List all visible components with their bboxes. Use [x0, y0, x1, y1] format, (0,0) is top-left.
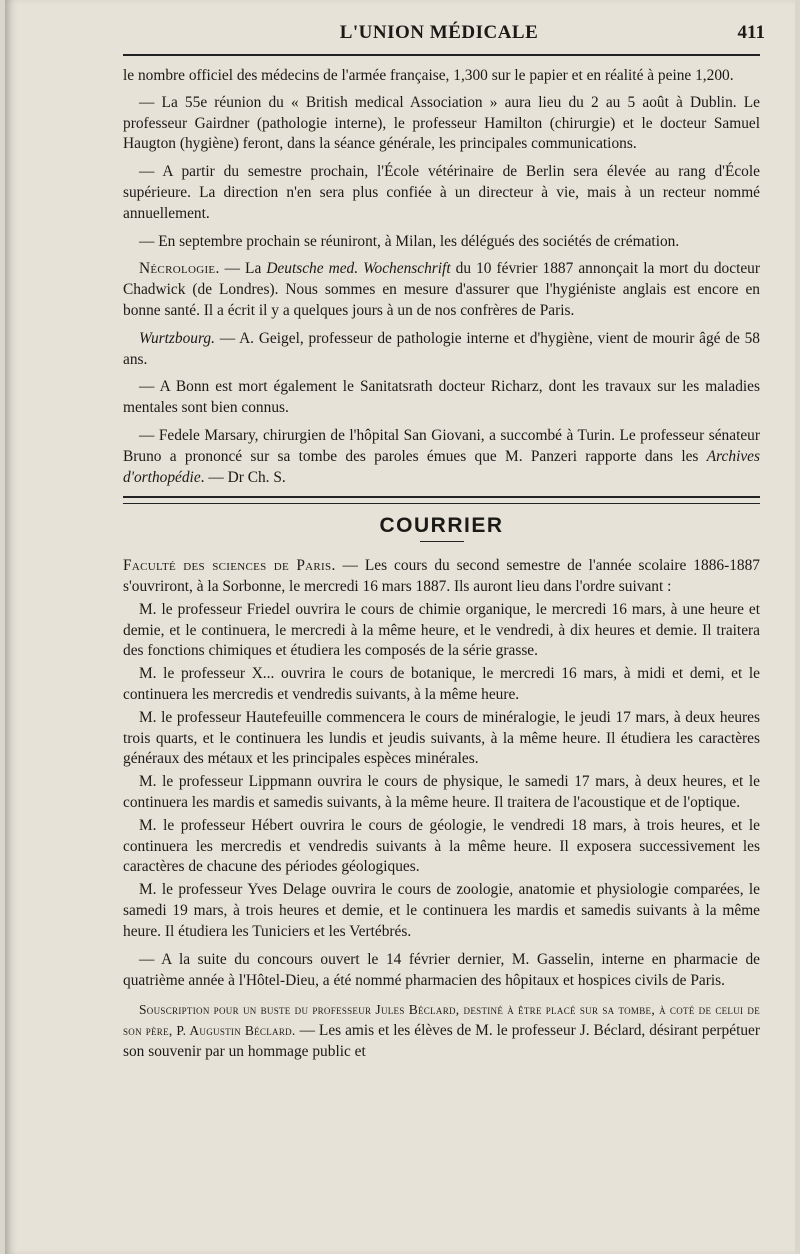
heading-underline	[420, 541, 464, 542]
marsary-journal: Archives d'orthopédie	[123, 447, 760, 486]
header-rule	[123, 54, 760, 56]
course-botanique: M. le professeur X... ouvrira le cours de botanique, le mercredi 16 mars, à midi et demi, et le continuera les mercredis et vendredis suivants, à la même heure.	[123, 665, 760, 703]
course-physique: M. le professeur Lippmann ouvrira le cours de physique, le samedi 17 mars, à deux heures, et le continuera les mardis et samedis suivants, à la même heure. Il traitera de l'acoustique et de l'optique.	[123, 773, 760, 811]
paragraph-faculte	[123, 556, 760, 598]
paragraph-gasselin: — A la suite du concours ouvert le 14 février dernier, M. Gasselin, interne en pharmacie de quatrième année à l'Hôtel-Dieu, a été nommé pharmacien des hôpitaux et hospices civils de Paris.	[123, 951, 760, 990]
page-number: 411	[737, 22, 765, 43]
souscription-text: — Les amis et les élèves de M. le professeur J. Béclard, désirant perpétuer son souvenir par un hommage public et	[123, 1021, 761, 1060]
course-zoologie: M. le professeur Yves Delage ouvrira le cours de zoologie, anatomie et physiologie comparées, le samedi 19 mars, à trois heures et demie, et le continuera les mardis et samedis suivants à la même heure. Il étudiera les Tuniciers et les Vertébrés.	[123, 881, 760, 940]
faculte-text: — Les cours du second semestre de l'année scolaire 1886-1887 s'ouvriront, à la Sorbonne, le mercredi 16 mars 1887. Ils auront lieu dans l'ordre suivant :	[123, 557, 760, 595]
running-title: L'UNION MÉDICALE	[339, 22, 539, 43]
faculte-lead: Faculté des sciences de Paris.	[123, 557, 336, 575]
paragraph-army-doctors: le nombre officiel des médecins de l'armée française, 1,300 sur le papier et en réalité à peine 1,200.	[123, 67, 734, 84]
paragraph-wurtzbourg	[123, 329, 760, 371]
paragraph-necrologie	[123, 259, 760, 321]
course-mineralogie: M. le professeur Hautefeuille commencera le cours de minéralogie, le jeudi 17 mars, à deux heures trois quarts, et le continuera les lundis et jeudis suivants, à la même heure. Il étudiera les caractères généraux des métaux et les principales espèces minérales.	[123, 708, 760, 768]
wurtzbourg-city: Wurtzbourg.	[139, 329, 215, 347]
course-chimie: M. le professeur Friedel ouvrira le cours de chimie organique, le mercredi 16 mars, à une heure et demie, et le continuera, le mercredi à la même heure, et le vendredi, à dix heures et demie. Il traitera des fonctions chimiques et étudiera les composés de la série grasse.	[123, 600, 760, 660]
page-header	[113, 18, 765, 52]
necrologie-part2: du 10 février 1887 annonçait la mort du docteur Chadwick (de Londres). Nous sommes en mesure d'assurer que l'hygiéniste anglais est encore en bonne santé. Il a écrit il y a quelques jours à un de nos confrères de Paris.	[123, 260, 761, 319]
necrologie-part1: — La	[219, 260, 267, 278]
wurtzbourg-text: — A. Geigel, professeur de pathologie interne et d'hygiène, vient de mourir âgé de 58 ans.	[123, 329, 760, 368]
courrier-section	[123, 556, 760, 1062]
document-page	[5, 0, 795, 1254]
course-geologie: M. le professeur Hébert ouvrira le cours de géologie, le vendredi 18 mars, à trois heures, et le continuera les mercredis et vendredis suivants à la même heure. Il exposera successivement les caractères de chacune des périodes géologiques.	[123, 816, 760, 876]
marsary-part2: . — Dr Ch. S.	[200, 468, 286, 486]
section-divider	[123, 496, 760, 504]
necrologie-lead: Nécrologie.	[139, 260, 220, 278]
paragraph-marsary	[123, 426, 760, 488]
paragraph-british-medical: — La 55e réunion du « British medical Association » aura lieu du 2 au 5 août à Dublin. Le professeur Gairdner (pathologie interne), le professeur Hamilton (chirurgie) et le docteur Samuel Haugton (hygiène) feront, dans la séance générale, les principales communications.	[123, 93, 760, 153]
marsary-part1: — Fedele Marsary, chirurgien de l'hôpital San Giovani, a succombé à Turin. Le professeur sénateur Bruno a prononcé sur sa tombe des paroles émues que M. Panzeri rapporte dans les	[123, 426, 760, 465]
paragraph-cremation: — En septembre prochain se réuniront, à Milan, les délégués des sociétés de crémation.	[139, 232, 680, 250]
souscription-lead: Souscription pour un buste du professeur Jules Béclard, destiné à être placé sur sa tombe, à coté de celui de son père, P. Augustin Béclard.	[123, 1002, 760, 1038]
necrologie-journal: Deutsche med. Wochenschrift	[266, 260, 451, 278]
paragraph-bonn: — A Bonn est mort également le Sanitatsrath docteur Richarz, dont les travaux sur les maladies mentales sont bien connus.	[123, 378, 760, 417]
section-heading-courrier: COURRIER	[379, 514, 504, 538]
paragraph-berlin-school: — A partir du semestre prochain, l'École vétérinaire de Berlin sera élevée au rang d'École supérieure. La direction n'en sera plus confiée à un directeur à vie, mais à un recteur nommé annuellement.	[123, 163, 760, 222]
body-text	[123, 66, 760, 1064]
paragraph-souscription	[123, 1000, 760, 1062]
